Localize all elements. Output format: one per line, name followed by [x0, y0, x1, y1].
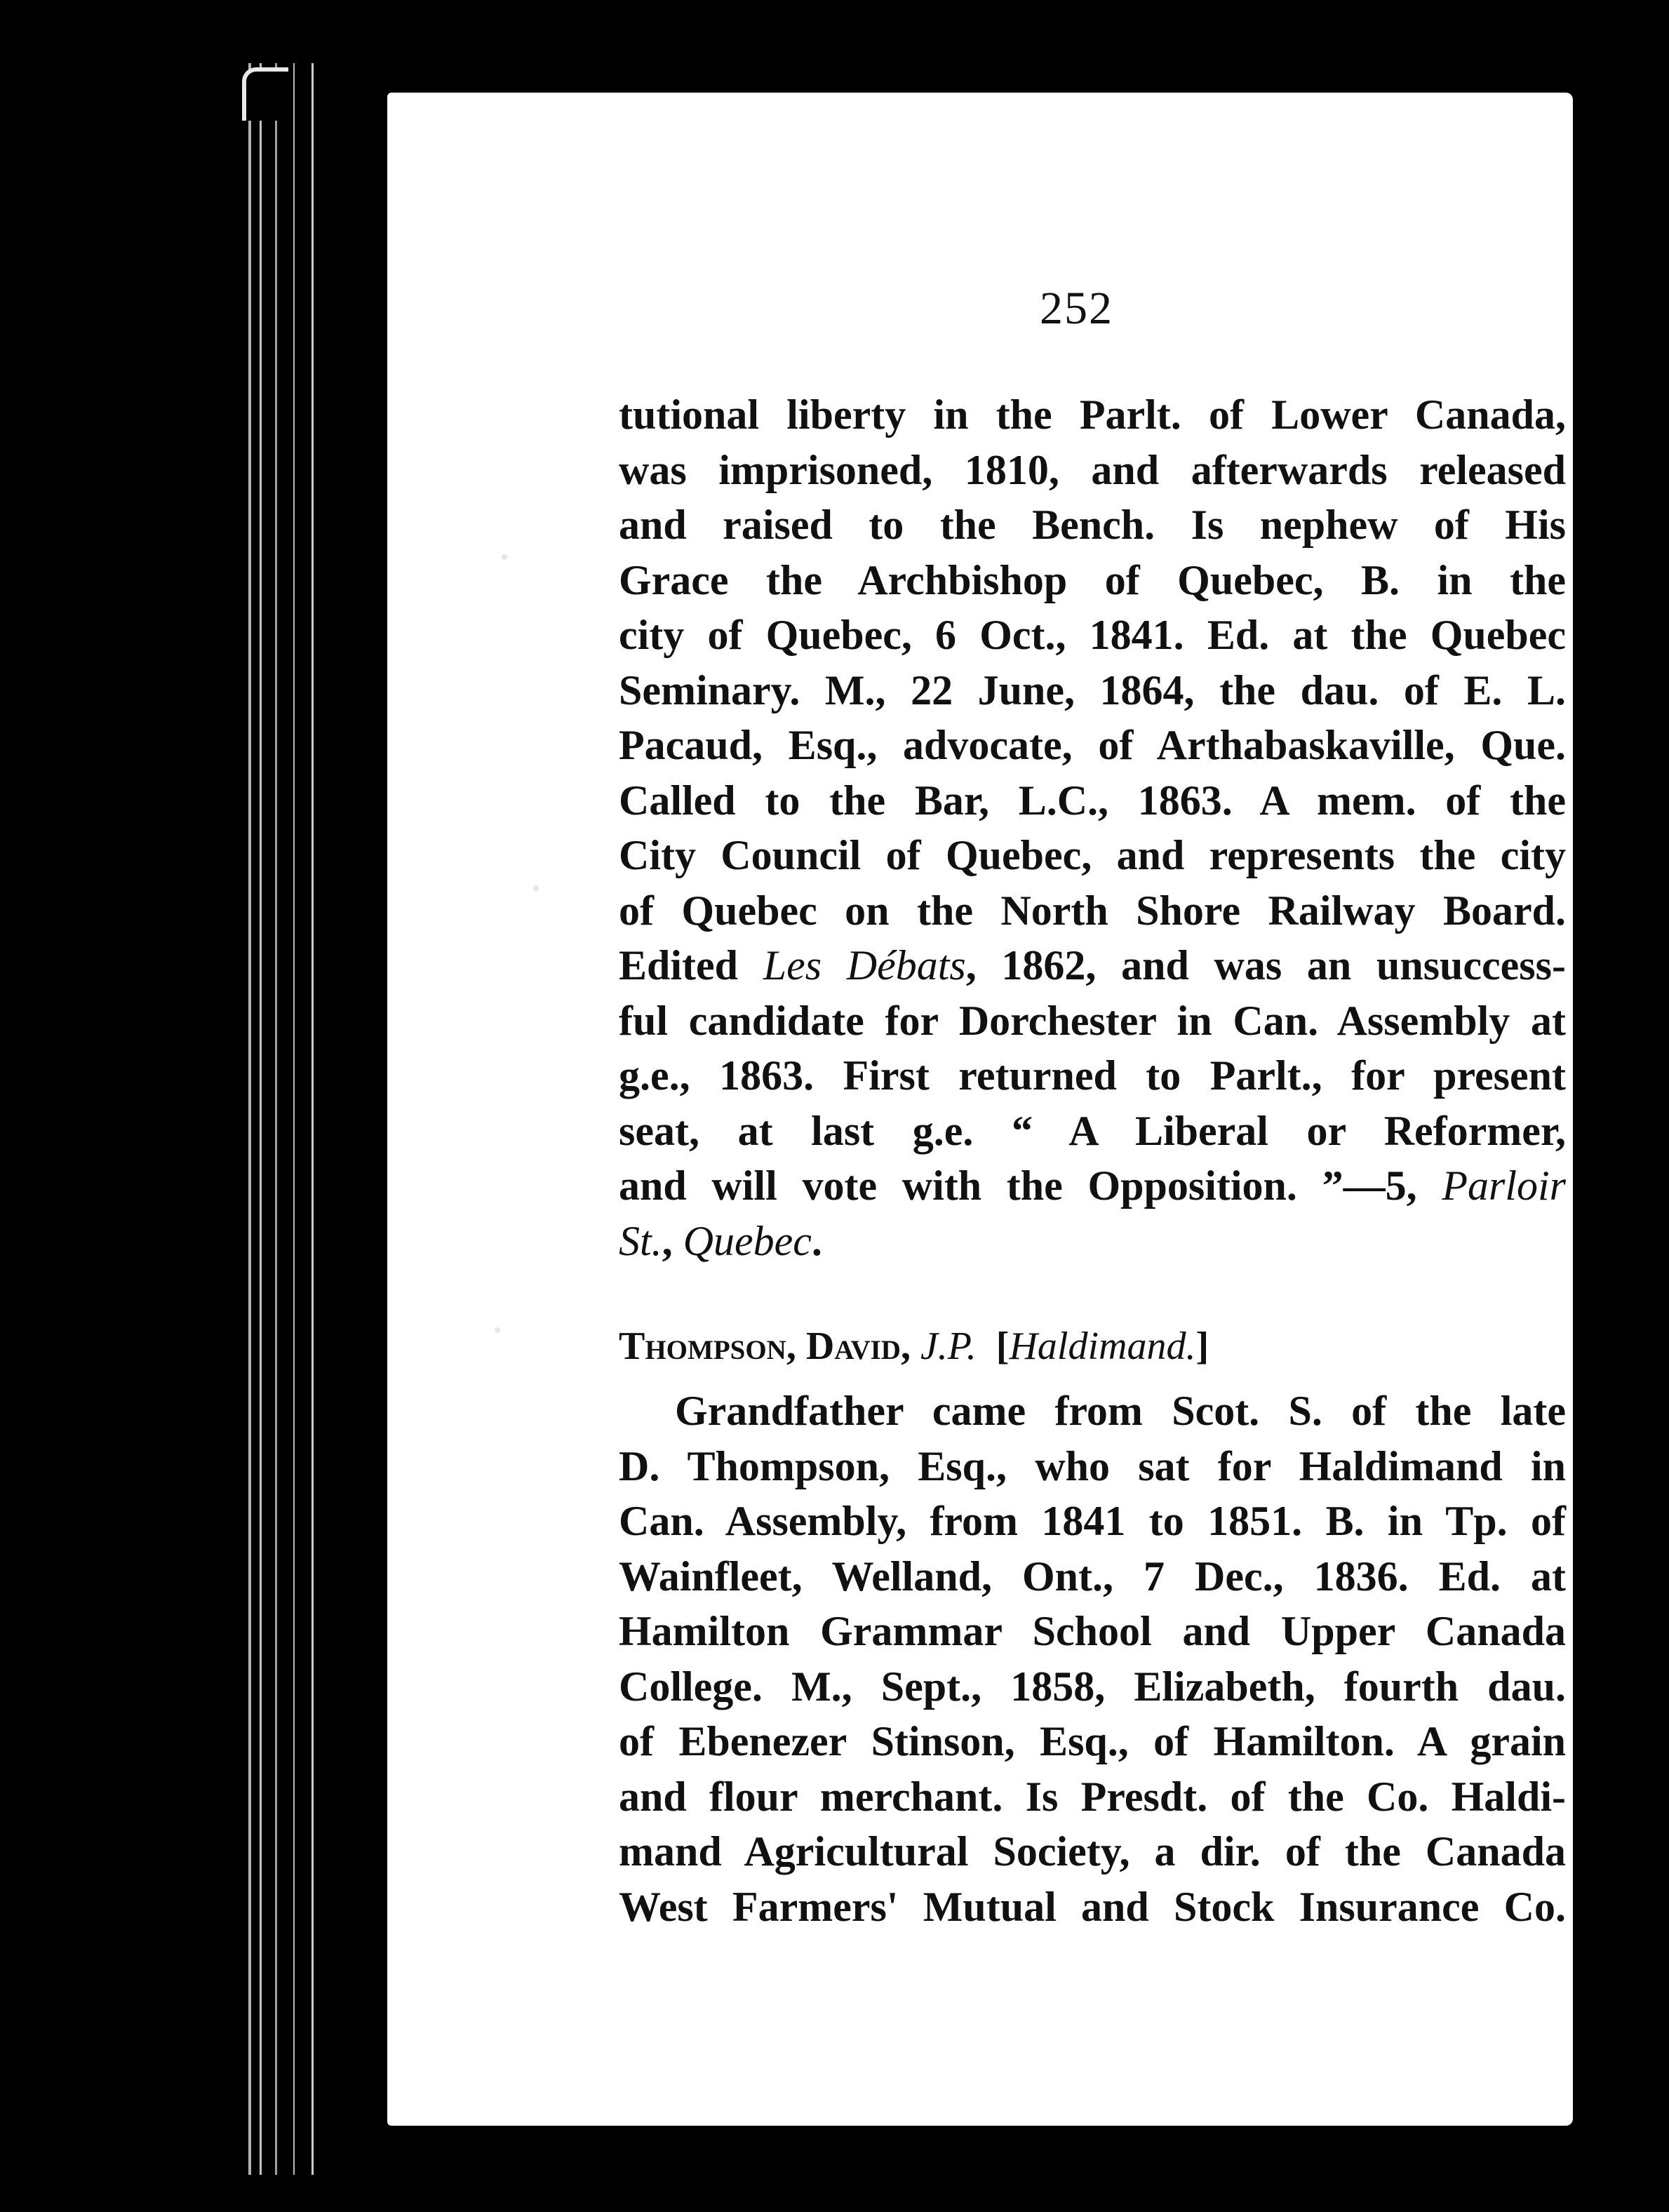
- entry-body-paragraph: [619, 1383, 1566, 1934]
- text-line: City Council of Quebec, and represents the city: [619, 832, 1566, 878]
- text-line: Pacaud, Esq., advocate, of Arthabaskaville, Que.: [619, 722, 1566, 768]
- street-abbrev: St.: [619, 1217, 662, 1264]
- entry-given-name: David: [805, 1325, 901, 1368]
- text-line: of Ebenezer Stinson, Esq., of Hamilton. A grain: [619, 1718, 1566, 1764]
- text-line: was imprisoned, 1810, and afterwards released: [619, 446, 1566, 493]
- text-line: Can. Assembly, from 1841 to 1851. B. in Tp. of: [619, 1498, 1566, 1544]
- period: .: [811, 1217, 822, 1264]
- entry-continuation-paragraph: [619, 387, 1566, 1268]
- entry-title: J.P.: [920, 1325, 977, 1368]
- entry-surname: Thompson: [619, 1325, 786, 1368]
- text-line: D. Thompson, Esq., who sat for Haldimand in: [619, 1442, 1566, 1489]
- text-line-last: [619, 1214, 1566, 1269]
- text-line-edited: [619, 938, 1566, 993]
- text-line: g.e., 1863. First returned to Parlt., for present: [619, 1052, 1566, 1099]
- page-number: 252: [1040, 283, 1113, 334]
- text-line: city of Quebec, 6 Oct., 1841. Ed. at the Quebec: [619, 612, 1566, 658]
- text-line: College. M., Sept., 1858, Elizabeth, fourth dau.: [619, 1663, 1566, 1710]
- scan-speck: [495, 1327, 500, 1333]
- text-line-address: [619, 1158, 1566, 1214]
- text-line: Hamilton Grammar School and Upper Canada: [619, 1608, 1566, 1654]
- text-line: seat, at last g.e. “ A Liberal or Reformer,: [619, 1107, 1566, 1154]
- spine-top-curl: [242, 67, 288, 121]
- text-line: ful candidate for Dorchester in Can. Assembly at: [619, 997, 1566, 1044]
- text-line: of Quebec on the North Shore Railway Board.: [619, 887, 1566, 934]
- text-line: Called to the Bar, L.C., 1863. A mem. of the: [619, 777, 1566, 824]
- book-page: [387, 93, 1573, 2126]
- text-line: and flour merchant. Is Presdt. of the Co. Haldi-: [619, 1773, 1566, 1820]
- scan-speck: [533, 885, 539, 891]
- text-edited-label: Edited: [619, 942, 739, 988]
- text-edited-rest: , 1862, and was an unsuccess-: [965, 942, 1566, 988]
- publication-title: Les Débats: [763, 942, 966, 988]
- text-line: and raised to the Bench. Is nephew of His: [619, 502, 1566, 548]
- entry-heading: Thompson, David, J.P. [Haldimand.]: [619, 1325, 1209, 1368]
- text-line: Seminary. M., 22 June, 1864, the dau. of E. L.: [619, 666, 1566, 713]
- text-line: Wainfleet, Welland, Ont., 7 Dec., 1836. Ed. at: [619, 1553, 1566, 1600]
- text-line: Grandfather came from Scot. S. of the late: [675, 1388, 1566, 1434]
- book-spine-edges: [239, 63, 330, 2175]
- city-name: Quebec: [683, 1217, 812, 1264]
- text-line: West Farmers' Mutual and Stock Insurance Co.: [619, 1883, 1566, 1930]
- text-line: tutional liberty in the Parlt. of Lower Canada,: [619, 391, 1566, 438]
- separator: ,: [662, 1217, 683, 1264]
- text-quote-end: and will vote with the Opposition. ”—5,: [619, 1162, 1417, 1209]
- street-name: Parloir: [1442, 1162, 1567, 1209]
- text-line: Grace the Archbishop of Quebec, B. in the: [619, 556, 1566, 603]
- scan-speck: [502, 554, 507, 560]
- entry-constituency: Haldimand.: [1009, 1325, 1196, 1368]
- text-line: mand Agricultural Society, a dir. of the Canada: [619, 1828, 1566, 1875]
